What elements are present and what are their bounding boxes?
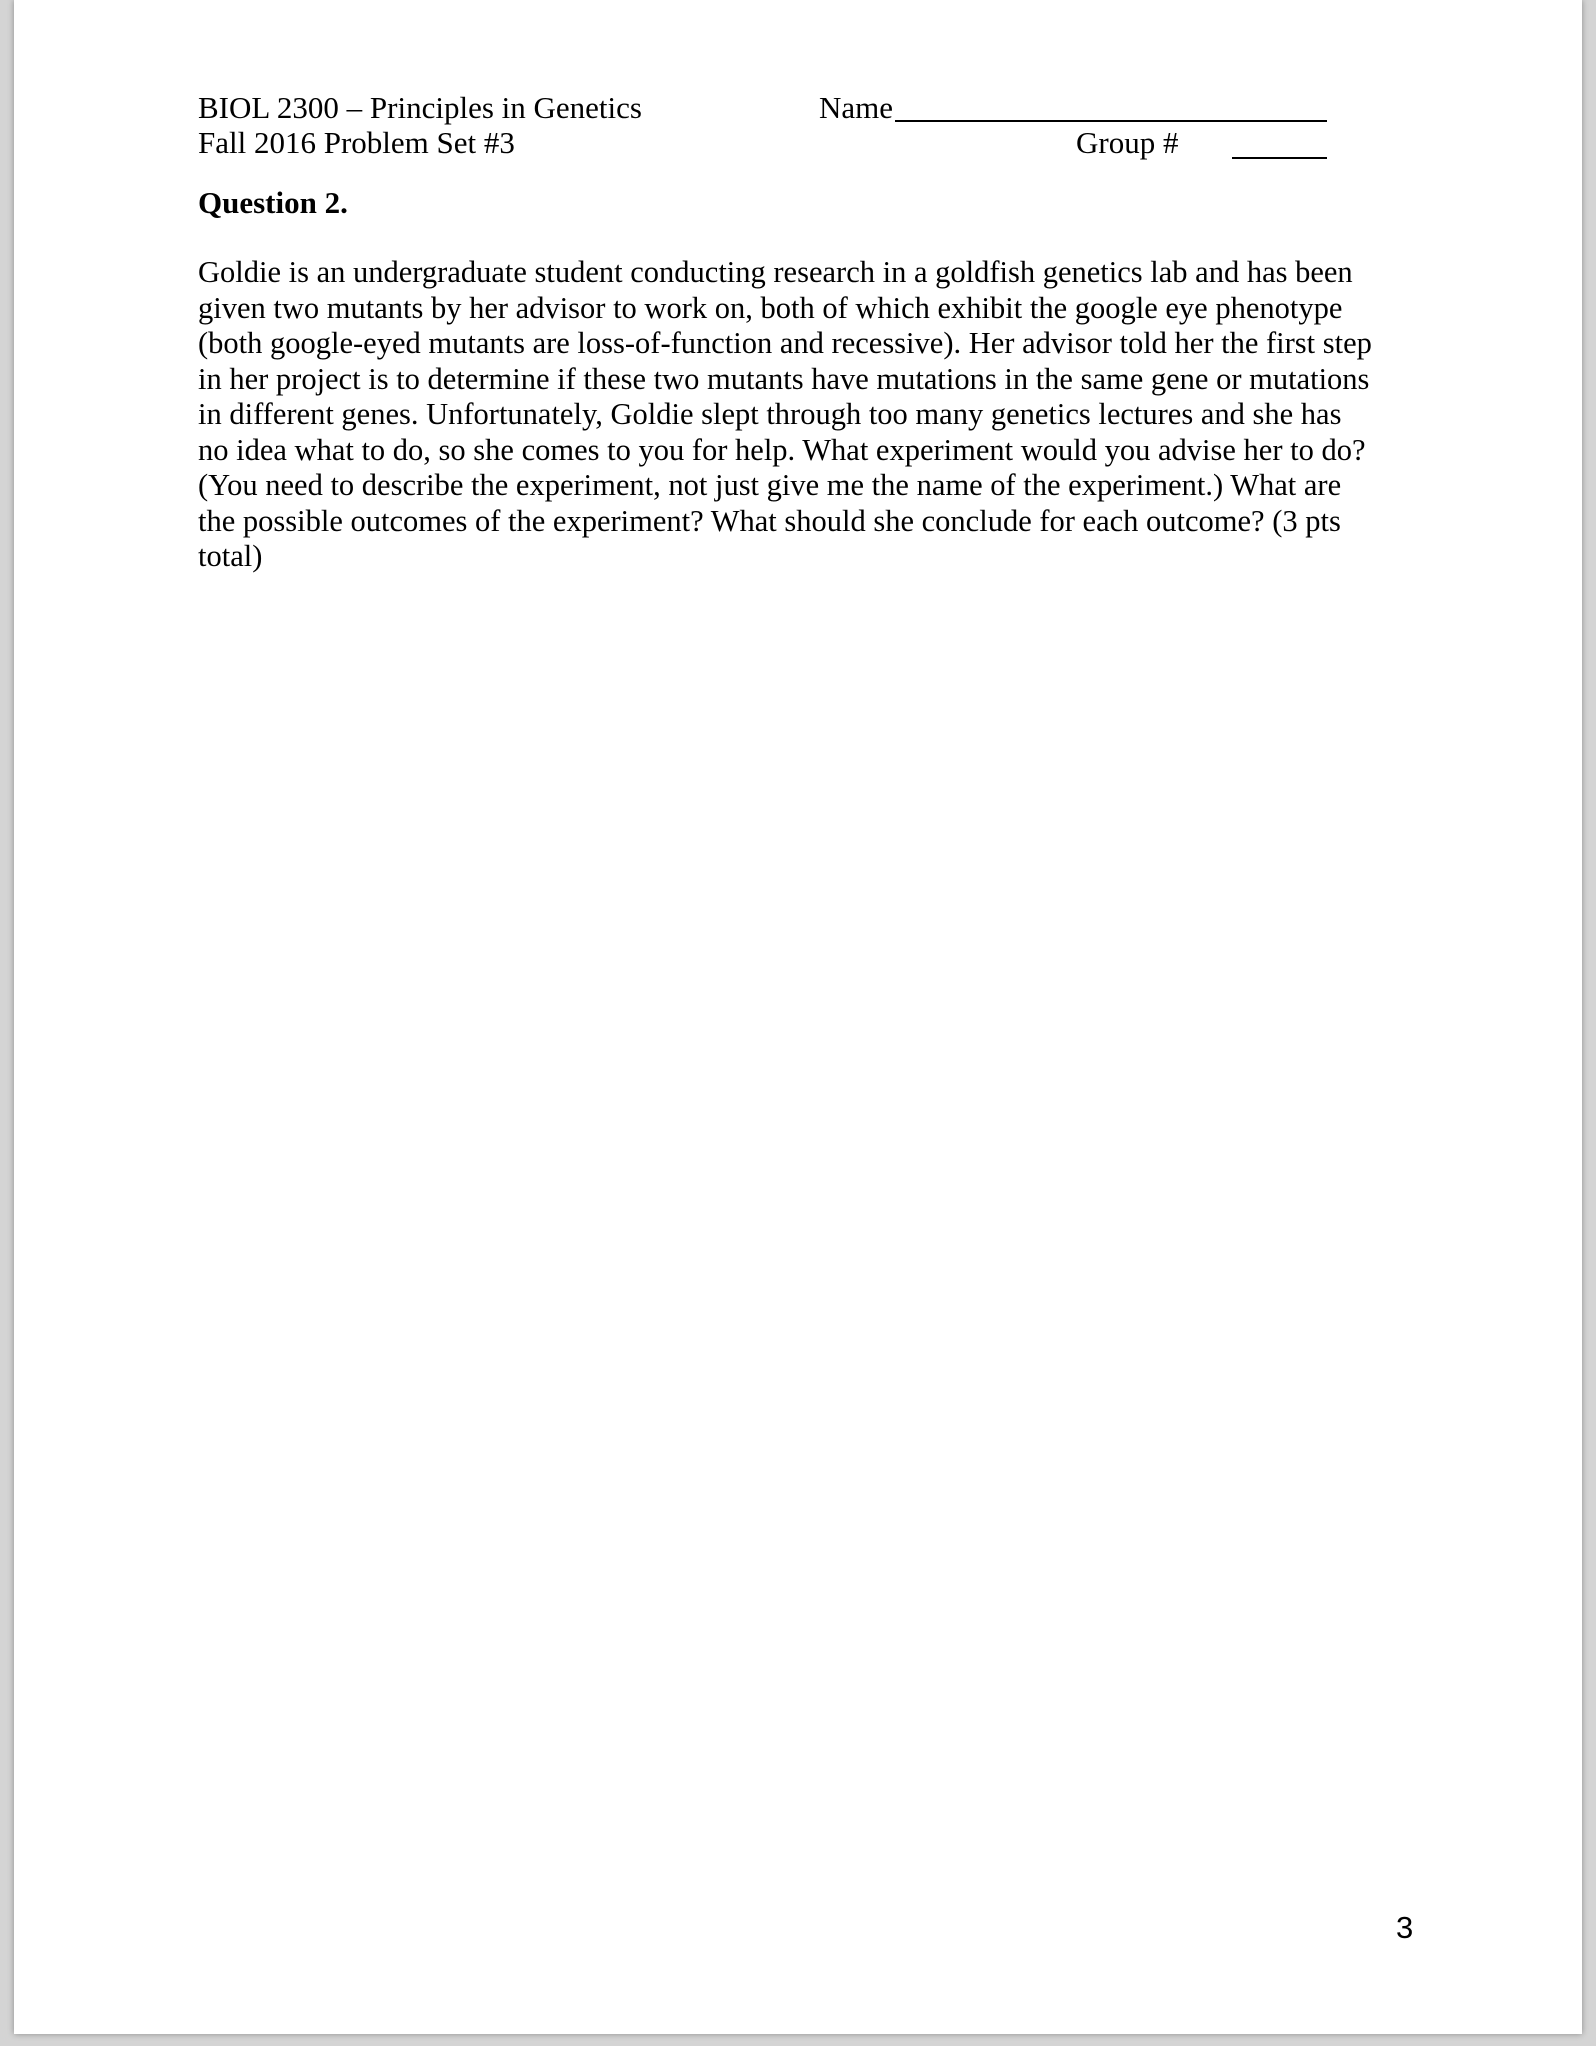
question-heading: Question 2. xyxy=(198,185,348,220)
group-blank-line xyxy=(1232,157,1327,159)
question-line: in her project is to determine if these two mutants have mutations in the same gene or mutations xyxy=(198,361,1370,396)
question-line: Goldie is an undergraduate student conducting research in a goldfish genetics lab and has been xyxy=(198,255,1353,289)
question-line: no idea what to do, so she comes to you for help. What experiment would you advise her to do? xyxy=(198,432,1366,467)
document-page xyxy=(14,0,1582,2034)
question-line: total) xyxy=(198,539,263,573)
question-line: in different genes. Unfortunately, Goldie slept through too many genetics lectures and she has xyxy=(198,397,1342,431)
question-line: given two mutants by her advisor to work on, both of which exhibit the google eye phenotype xyxy=(198,290,1343,325)
course-title: BIOL 2300 – Principles in Genetics xyxy=(198,90,642,125)
group-label: Group # xyxy=(1076,125,1179,160)
question-line: (You need to describe the experiment, not just give me the name of the experiment.) What are xyxy=(198,468,1342,502)
name-blank-line xyxy=(895,120,1327,122)
question-body xyxy=(198,255,1418,575)
question-line: (both google-eyed mutants are loss-of-function and recessive). Her advisor told her the first step xyxy=(198,326,1372,360)
problem-set-title: Fall 2016 Problem Set #3 xyxy=(198,125,515,160)
name-label: Name xyxy=(819,90,894,125)
page-number: 3 xyxy=(1396,1910,1414,1945)
question-line: the possible outcomes of the experiment? What should she conclude for each outcome? (3 pts xyxy=(198,503,1341,538)
